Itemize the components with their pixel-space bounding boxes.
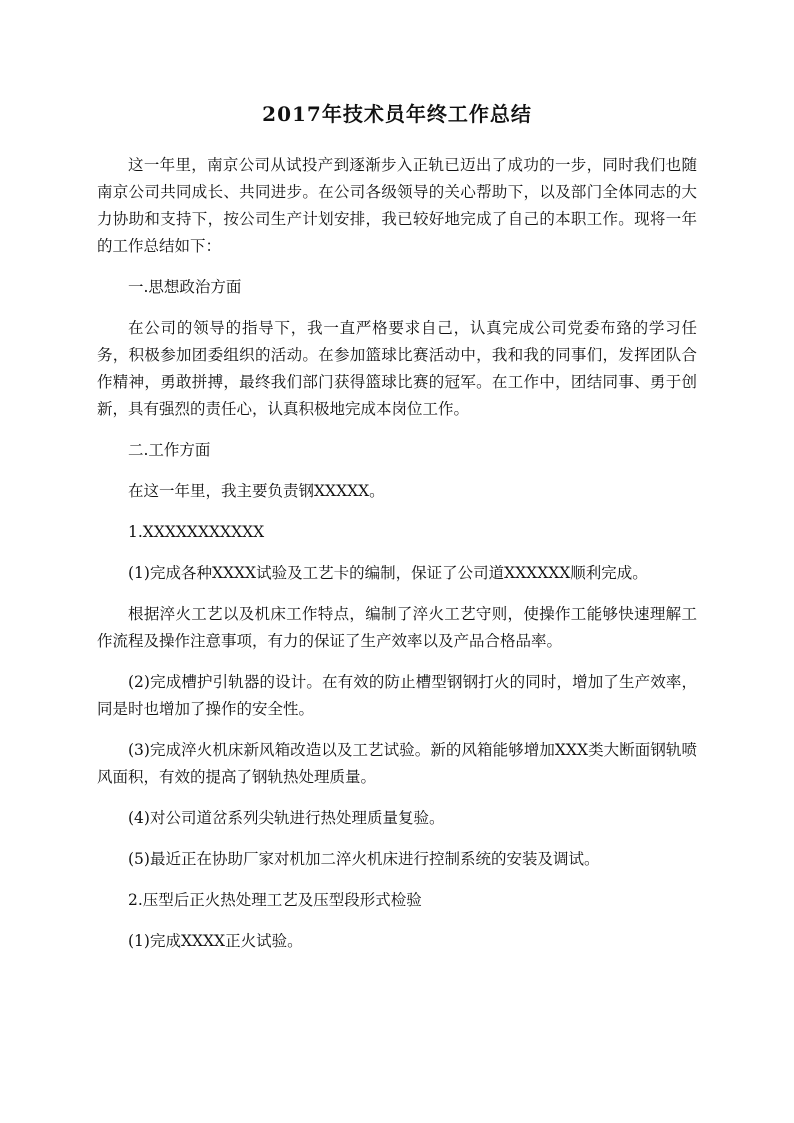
paragraph-political: 在公司的领导的指导下，我一直严格要求自己，认真完成公司党委布臵的学习任务，积极参加团委组织的活动。在参加篮球比赛活动中，我和我的同事们，发挥团队合作精神，勇敢拼搏，最终我们部门获得篮球比赛的冠军。在工作中，团结同事、勇于创新，具有强烈的责任心，认真积极地完成本岗位工作。 [97,319,697,418]
item-1-5: (5)最近正在协助厂家对机加二淬火机床进行控制系统的安装及调试。 [128,850,600,868]
document-title: 2017年技术员年终工作总结 [262,102,532,126]
item-1-3: (3)完成淬火机床新风箱改造以及工艺试验。新的风箱能够增加XXX类大断面钢轨喷风面积，有效的提高了钢轨热处理质量。 [97,741,697,786]
item-1-4: (4)对公司道岔系列尖轨进行热处理质量复验。 [128,809,445,827]
heading-work: 二.工作方面 [128,441,211,459]
subheading-2: 2.压型后正火热处理工艺及压型段形式检验 [128,891,422,909]
paragraph-work-intro: 在这一年里，我主要负责钢XXXXX。 [128,482,385,500]
paragraph-intro: 这一年里，南京公司从试投产到逐渐步入正轨已迈出了成功的一步，同时我们也随南京公司共同成长、共同进步。在公司各级领导的关心帮助下，以及部门全体同志的大力协助和支持下，按公司生产计划安排，我已较好地完成了自己的本职工作。现将一年的工作总结如下： [97,156,697,255]
document-body [97,152,697,969]
item-1-1: (1)完成各种XXXX试验及工艺卡的编制，保证了公司道XXXXXX顺利完成。 [128,564,648,582]
paragraph-quench-rules: 根据淬火工艺以及机床工作特点，编制了淬火工艺守则，使操作工能够快速理解工作流程及操作注意事项，有力的保证了生产效率以及产品合格品率。 [97,605,697,650]
item-1-2: (2)完成槽护引轨器的设计。在有效的防止槽型钢钢打火的同时，增加了生产效率，同是时也增加了操作的安全性。 [97,673,697,718]
heading-political: 一.思想政治方面 [128,278,242,296]
subheading-1: 1.XXXXXXXXXXX [128,523,265,541]
item-2-1: (1)完成XXXX正火试验。 [128,932,303,950]
